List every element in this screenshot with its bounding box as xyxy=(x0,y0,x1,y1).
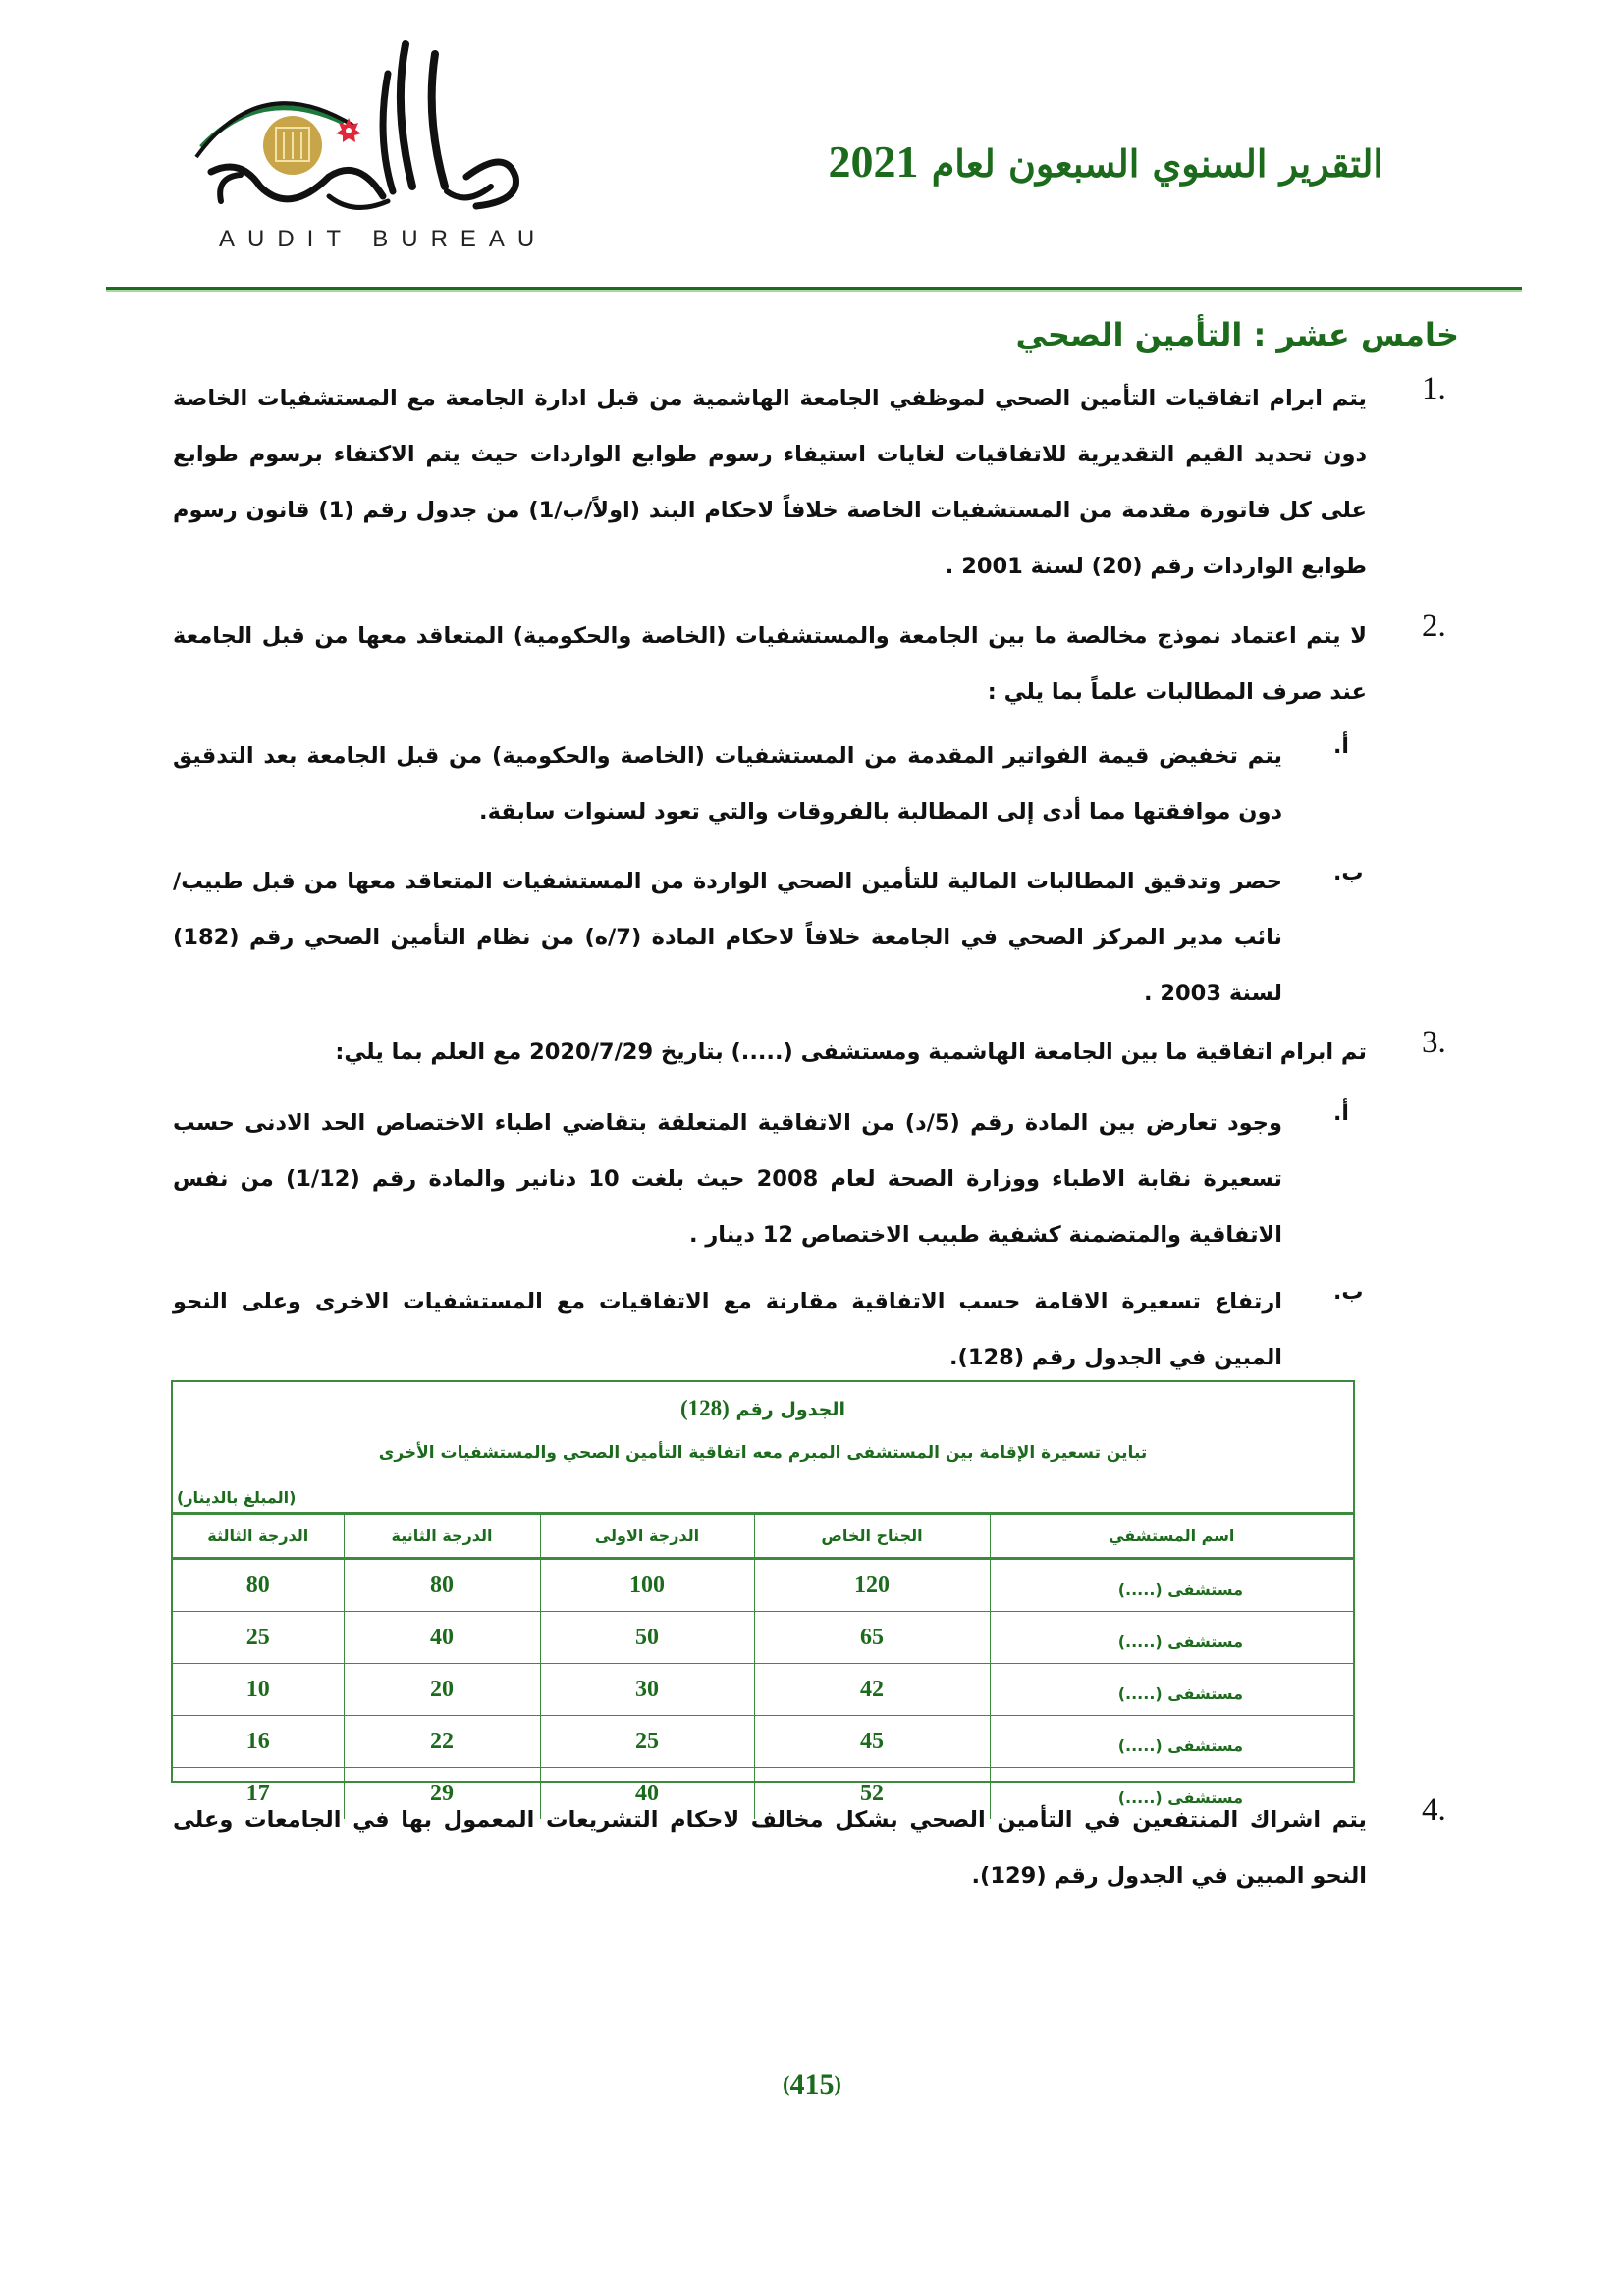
item-number: 2. xyxy=(1422,609,1446,644)
section-heading: خامس عشر : التأمين الصحي xyxy=(1015,316,1459,353)
column-header: الدرجة الثانية xyxy=(344,1514,540,1559)
report-title xyxy=(828,135,1383,187)
page-number-paren-open: ( xyxy=(783,2071,790,2096)
table-cell: 50 xyxy=(540,1612,754,1664)
table-cell: 17 xyxy=(173,1768,344,1820)
column-header: الدرجة الاولى xyxy=(540,1514,754,1559)
subitem-letter: أ. xyxy=(1333,1101,1349,1126)
subitem-letter: ب. xyxy=(1333,861,1364,885)
report-year: 2021 xyxy=(828,136,919,187)
item-number: 3. xyxy=(1422,1025,1446,1060)
subitem-letter: ب. xyxy=(1333,1280,1364,1305)
table-cell: 120 xyxy=(754,1559,990,1612)
table-cell: 40 xyxy=(540,1768,754,1820)
table-caption-number: (128) xyxy=(680,1396,730,1420)
hospital-name-cell: مستشفى (.....) xyxy=(990,1612,1353,1664)
subitem-letter: أ. xyxy=(1333,734,1349,759)
item-number: 4. xyxy=(1422,1792,1446,1828)
hospital-name-cell: مستشفى (.....) xyxy=(990,1768,1353,1820)
page-number-value: 415 xyxy=(789,2068,835,2101)
table-cell: 25 xyxy=(173,1612,344,1664)
item-3-text: تم ابرام اتفاقية ما بين الجامعة الهاشمية ومستشفى (.....) بتاريخ 2020/7/29 مع العلم بما يلي: xyxy=(335,1040,1367,1065)
table-caption xyxy=(173,1396,1353,1421)
table-cell: 29 xyxy=(344,1768,540,1820)
column-header: الدرجة الثالثة xyxy=(173,1514,344,1559)
item-3b-text: ارتفاع تسعيرة الاقامة حسب الاتفاقية مقارنة مع الاتفاقيات مع المستشفيات الاخرى وعلى النحو المبين في الجدول رقم (128). xyxy=(173,1289,1282,1370)
item-3a-text: وجود تعارض بين المادة رقم (5/د) من الاتفاقية المتعلقة بتقاضي اطباء الاختصاص الحد الادنى حسب تسعيرة نقابة الاطباء ووزارة الصحة لعام 2008 حيث بلغت 10 دنانير والمادة رقم (1/12) من نفس الاتفاقية والمتضمنة كشفية طبيب الاختصاص 12 دينار . xyxy=(173,1110,1283,1248)
table-caption-prefix: الجدول رقم xyxy=(735,1399,845,1420)
table-unit-note: (المبلغ بالدينار) xyxy=(177,1488,297,1507)
table-cell: 25 xyxy=(540,1716,754,1768)
table-cell: 42 xyxy=(754,1664,990,1716)
table-cell: 52 xyxy=(754,1768,990,1820)
table-cell: 45 xyxy=(754,1716,990,1768)
table-cell: 65 xyxy=(754,1612,990,1664)
table-cell: 80 xyxy=(344,1559,540,1612)
table-header-row xyxy=(173,1514,1353,1559)
table-128 xyxy=(171,1380,1355,1807)
item-2a-text: يتم تخفيض قيمة الفواتير المقدمة من المستشفيات (الخاصة والحكومية) من قبل الجامعة بعد التدقيق دون موافقتها مما أدى إلى المطالبة بالفروقات والتي تعود لسنوات سابقة. xyxy=(173,743,1282,825)
table-row xyxy=(173,1716,1353,1768)
item-number: 1. xyxy=(1422,371,1446,406)
table-cell: 100 xyxy=(540,1559,754,1612)
page-number xyxy=(0,2068,1624,2102)
hospital-name-cell: مستشفى (.....) xyxy=(990,1716,1353,1768)
table-cell: 20 xyxy=(344,1664,540,1716)
item-2b-text: حصر وتدقيق المطالبات المالية للتأمين الصحي الواردة من المستشفيات المتعاقد معها من قبل طبيب/نائب مدير المركز الصحي في الجامعة خلافاً لاحكام المادة (7/ه) من نظام التأمين الصحي رقم (182) لسنة 2003 . xyxy=(173,869,1282,1006)
hospital-name-cell: مستشفى (.....) xyxy=(990,1664,1353,1716)
table-cell: 22 xyxy=(344,1716,540,1768)
logo-calligraphy-icon xyxy=(182,29,555,226)
table-row xyxy=(173,1612,1353,1664)
table-row xyxy=(173,1559,1353,1612)
item-2-text: لا يتم اعتماد نموذج مخالصة ما بين الجامعة والمستشفيات (الخاصة والحكومية) المتعاقد معها من قبل الجامعة عند صرف المطالبات علماً بما يلي : xyxy=(173,623,1367,705)
table-row xyxy=(173,1664,1353,1716)
table-cell: 16 xyxy=(173,1716,344,1768)
rate-comparison-table xyxy=(173,1512,1353,1819)
item-1-text: يتم ابرام اتفاقيات التأمين الصحي لموظفي الجامعة الهاشمية من قبل ادارة الجامعة مع المستشفيات الخاصة دون تحديد القيم التقديرية للاتفاقيات لغايات استيفاء رسوم طوابع الواردات حيث يتم الاكتفاء برسوم طوابع على كل فاتورة مقدمة من المستشفيات الخاصة خلافاً لاحكام البند (اولاً/ب/1) من جدول رقم (1) قانون رسوم طوابع الواردات رقم (20) لسنة 2001 . xyxy=(173,386,1367,579)
report-title-text: التقرير السنوي السبعون لعام xyxy=(931,141,1383,186)
logo-caption: AUDIT BUREAU xyxy=(219,226,548,252)
page-number-paren-close: ) xyxy=(834,2071,841,2096)
table-cell: 30 xyxy=(540,1664,754,1716)
column-header: الجناح الخاص xyxy=(754,1514,990,1559)
hospital-name-cell: مستشفى (.....) xyxy=(990,1559,1353,1612)
table-cell: 10 xyxy=(173,1664,344,1716)
table-cell: 80 xyxy=(173,1559,344,1612)
table-cell: 40 xyxy=(344,1612,540,1664)
column-header: اسم المستشفي xyxy=(990,1514,1353,1559)
table-title: تباين تسعيرة الإقامة بين المستشفى المبرم معه اتفاقية التأمين الصحي والمستشفيات الأخرى xyxy=(378,1443,1148,1463)
header-divider xyxy=(106,287,1522,290)
item-4-text: يتم اشراك المنتفعين في التأمين الصحي بشكل مخالف لاحكام التشريعات المعمول بها في الجامعات وعلى النحو المبين في الجدول رقم (129). xyxy=(173,1807,1367,1889)
audit-bureau-logo xyxy=(182,29,555,255)
